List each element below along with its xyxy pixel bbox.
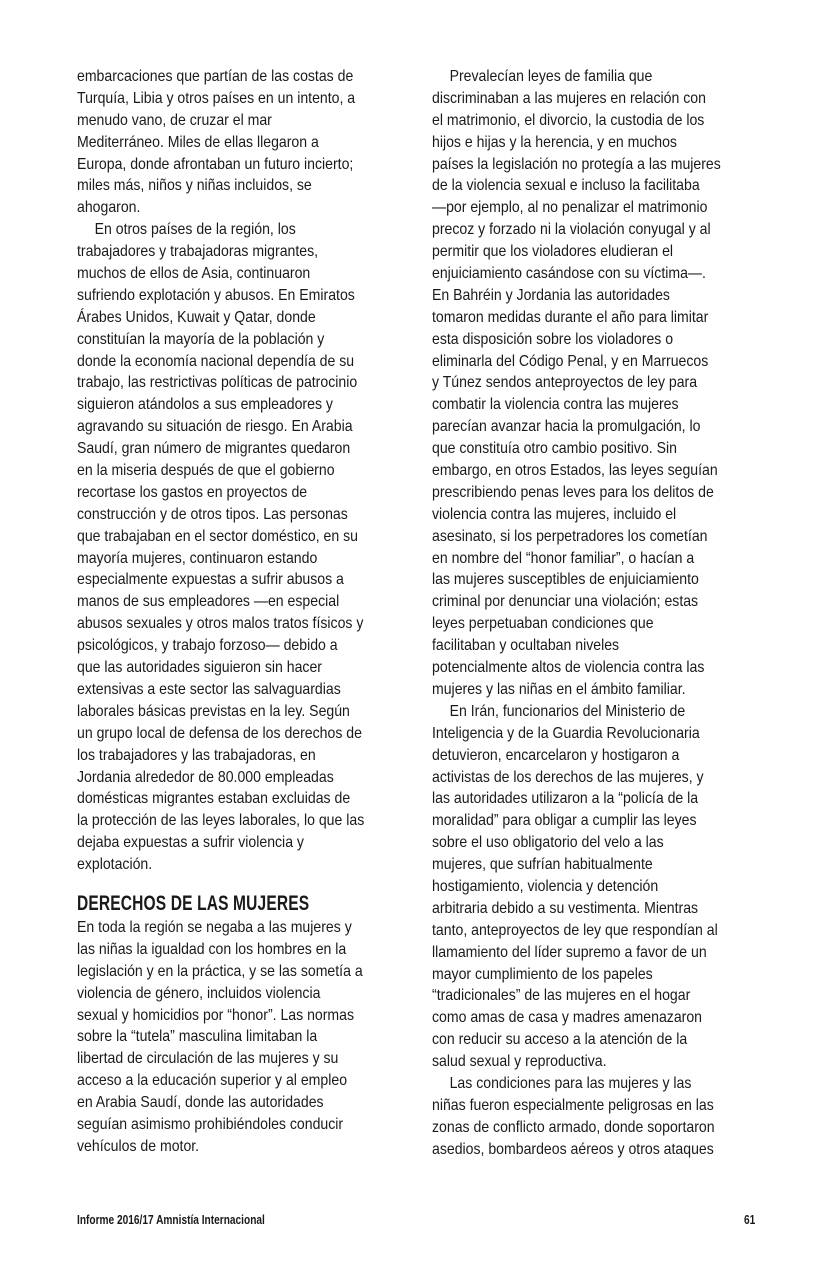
text-line: Mediterráneo. Miles de ellas llegaron a <box>77 133 319 151</box>
text-line: sufriendo explotación y abusos. En Emiratos <box>77 286 355 304</box>
text-line: violencia de género, incluidos violencia <box>77 984 321 1002</box>
text-line: salud sexual y reproductiva. <box>432 1053 607 1071</box>
text-line: el matrimonio, el divorcio, la custodia de los <box>432 111 705 129</box>
text-line: extensivas a este sector las salvaguardias <box>77 680 341 698</box>
text-line: que las autoridades siguieron sin hacer <box>77 659 322 677</box>
text-line: arbitraria debido a su vestimenta. Mientras <box>432 899 699 917</box>
text-line: zonas de conflicto armado, donde soportaron <box>432 1118 715 1136</box>
text-line: la protección de las leyes laborales, lo que las <box>77 812 365 830</box>
text-line: muchos de ellos de Asia, continuaron <box>77 265 311 283</box>
text-line: los trabajadores y las trabajadoras, en <box>77 746 316 764</box>
right-column <box>432 66 758 1161</box>
page-number: 61 <box>744 1212 756 1227</box>
text-line: construcción y de otros tipos. Las personas <box>77 505 348 523</box>
text-line: eliminarla del Código Penal, y en Marruecos <box>432 352 709 370</box>
text-line: Turquía, Libia y otros países en un intento, a <box>77 89 356 107</box>
text-line: permitir que los violadores eludieran el <box>432 243 674 261</box>
text-line: especialmente expuestas a sufrir abusos a <box>77 571 344 589</box>
text-line: constituían la mayoría de la población y <box>77 330 325 348</box>
paragraph <box>432 701 758 1073</box>
text-line: parecían avanzar hacia la promulgación, lo <box>432 418 701 436</box>
text-line: dejaba expuestas a sufrir violencia y <box>77 834 304 852</box>
text-line: discriminaban a las mujeres en relación con <box>432 89 706 107</box>
text-line: enjuiciamiento casándose con su víctima—. <box>432 265 706 283</box>
text-line: Inteligencia y de la Guardia Revolucionaria <box>432 724 700 742</box>
text-line: hijos e hijas y la herencia, y en muchos <box>432 133 677 151</box>
text-line: moralidad” para obligar a cumplir las leyes <box>432 812 697 830</box>
text-line: mayoría mujeres, continuaron estando <box>77 549 318 567</box>
text-line: menudo vano, de cruzar el mar <box>77 111 272 129</box>
text-line: abusos sexuales y otros malos tratos físicos y <box>77 615 364 633</box>
text-line: llamamiento del líder supremo a favor de un <box>432 943 707 961</box>
footer-publication: Informe 2016/17 Amnistía Internacional <box>77 1212 265 1227</box>
text-line: las autoridades utilizaron a la “policía de la <box>432 790 699 808</box>
text-line: leyes perpetuaban condiciones que <box>432 615 654 633</box>
text-line: laborales básicas previstas en la ley. Según <box>77 702 350 720</box>
text-line: de la violencia sexual e incluso la facilitaba <box>432 177 700 195</box>
text-line: mujeres y las niñas en el ámbito familiar. <box>432 680 686 698</box>
text-line: un grupo local de defensa de los derechos de <box>77 724 362 742</box>
text-line: —por ejemplo, al no penalizar el matrimonio <box>432 199 708 217</box>
text-line: violencia contra las mujeres, incluido el <box>432 505 677 523</box>
text-line: potencialmente altos de violencia contra las <box>432 659 705 677</box>
text-line: ahogaron. <box>77 199 141 217</box>
text-line: las niñas la igualdad con los hombres en la <box>77 940 347 958</box>
text-line: facilitaban y ocultaban niveles <box>432 637 620 655</box>
text-line: donde la economía nacional dependía de su <box>77 352 355 370</box>
paragraph <box>77 66 403 219</box>
text-line: tanto, anteproyectos de ley que respondían al <box>432 921 718 939</box>
text-line: países la legislación no protegía a las mujeres <box>432 155 721 173</box>
text-line: prescribiendo penas leves para los delitos de <box>432 483 714 501</box>
text-line: En otros países de la región, los <box>94 221 296 239</box>
text-line: en nombre del “honor familiar”, o hacían a <box>432 549 695 567</box>
text-line: “tradicionales” de las mujeres en el hogar <box>432 987 691 1005</box>
text-line: en la miseria después de que el gobierno <box>77 462 335 480</box>
text-line: asesinato, si los perpetradores los cometían <box>432 527 708 545</box>
paragraph <box>432 66 758 701</box>
paragraph <box>77 917 403 1158</box>
text-line: activistas de los derechos de las mujeres, y <box>432 768 704 786</box>
text-line: Las condiciones para las mujeres y las <box>449 1074 692 1092</box>
text-line: manos de sus empleadores —en especial <box>77 593 340 611</box>
text-line: y Túnez sendos anteproyectos de ley para <box>432 374 698 392</box>
text-line: sobre la “tutela” masculina limitaban la <box>77 1028 318 1046</box>
text-line: Jordania alrededor de 80.000 empleadas <box>77 768 334 786</box>
text-line: psicológicos, y trabajo forzoso— debido a <box>77 637 338 655</box>
text-line: que constituía otro cambio positivo. Sin <box>432 440 677 458</box>
text-line: En toda la región se negaba a las mujeres y <box>77 919 352 936</box>
text-line: vehículos de motor. <box>77 1137 200 1155</box>
section-heading: DERECHOS DE LAS MUJERES <box>77 892 310 915</box>
text-line: las mujeres susceptibles de enjuiciamiento <box>432 571 699 589</box>
text-line: agravando su situación de riesgo. En Arabia <box>77 418 353 436</box>
text-line: libertad de circulación de las mujeres y su <box>77 1050 339 1068</box>
text-line: precoz y forzado ni la violación conyugal y al <box>432 221 711 239</box>
text-line: En Irán, funcionarios del Ministerio de <box>449 702 686 720</box>
text-line: explotación. <box>77 856 153 874</box>
text-line: criminal por denunciar una violación; estas <box>432 593 699 611</box>
text-line: miles más, niños y niñas incluidos, se <box>77 177 312 195</box>
text-line: sexual y homicidios por “honor”. Las normas <box>77 1006 355 1024</box>
text-line: seguían asimismo prohibiéndoles conducir <box>77 1116 344 1134</box>
text-line: hostigamiento, violencia y detención <box>432 877 659 895</box>
text-line: mujeres, que sufrían habitualmente <box>432 856 653 874</box>
text-line: trabajadores y trabajadoras migrantes, <box>77 243 319 261</box>
text-line: con reducir su acceso a la atención de la <box>432 1031 688 1049</box>
text-line: domésticas migrantes estaban excluidas de <box>77 790 351 808</box>
text-line: esta disposición sobre los violadores o <box>432 330 674 348</box>
text-line: siguieron atándolos a sus empleadores y <box>77 396 333 414</box>
text-line: asedios, bombardeos aéreos y otros ataques <box>432 1140 714 1158</box>
text-line: Saudí, gran número de migrantes quedaron <box>77 440 351 458</box>
text-line: Prevalecían leyes de familia que <box>449 68 653 85</box>
text-line: trabajo, las restrictivas políticas de patrocinio <box>77 374 358 392</box>
text-line: Árabes Unidos, Kuwait y Qatar, donde <box>77 308 316 326</box>
text-line: en Arabia Saudí, donde las autoridades <box>77 1094 324 1112</box>
text-line: embarcaciones que partían de las costas de <box>77 68 354 85</box>
text-line: sobre el uso obligatorio del velo a las <box>432 834 664 852</box>
text-line: que trabajaban en el sector doméstico, en su <box>77 527 358 545</box>
text-line: detuvieron, encarcelaron y hostigaron a <box>432 746 680 764</box>
text-line: legislación y en la práctica, y se las sometía a <box>77 962 363 980</box>
text-line: niñas fueron especialmente peligrosas en las <box>432 1096 714 1114</box>
paragraph <box>77 219 403 876</box>
text-line: recortase los gastos en proyectos de <box>77 483 308 501</box>
left-column-top <box>77 66 403 876</box>
text-line: Europa, donde afrontaban un futuro incierto; <box>77 155 354 173</box>
text-line: mayor cumplimiento de los papeles <box>432 965 653 983</box>
text-line: tomaron medidas durante el año para limitar <box>432 308 709 326</box>
text-line: combatir la violencia contra las mujeres <box>432 396 679 414</box>
text-line: acceso a la educación superior y al empleo <box>77 1072 348 1090</box>
text-line: como amas de casa y madres amenazaron <box>432 1009 702 1027</box>
text-line: En Bahréin y Jordania las autoridades <box>432 286 670 304</box>
left-column-bottom <box>77 917 403 1158</box>
paragraph <box>432 1073 758 1161</box>
text-line: embargo, en otros Estados, las leyes seguían <box>432 462 718 480</box>
